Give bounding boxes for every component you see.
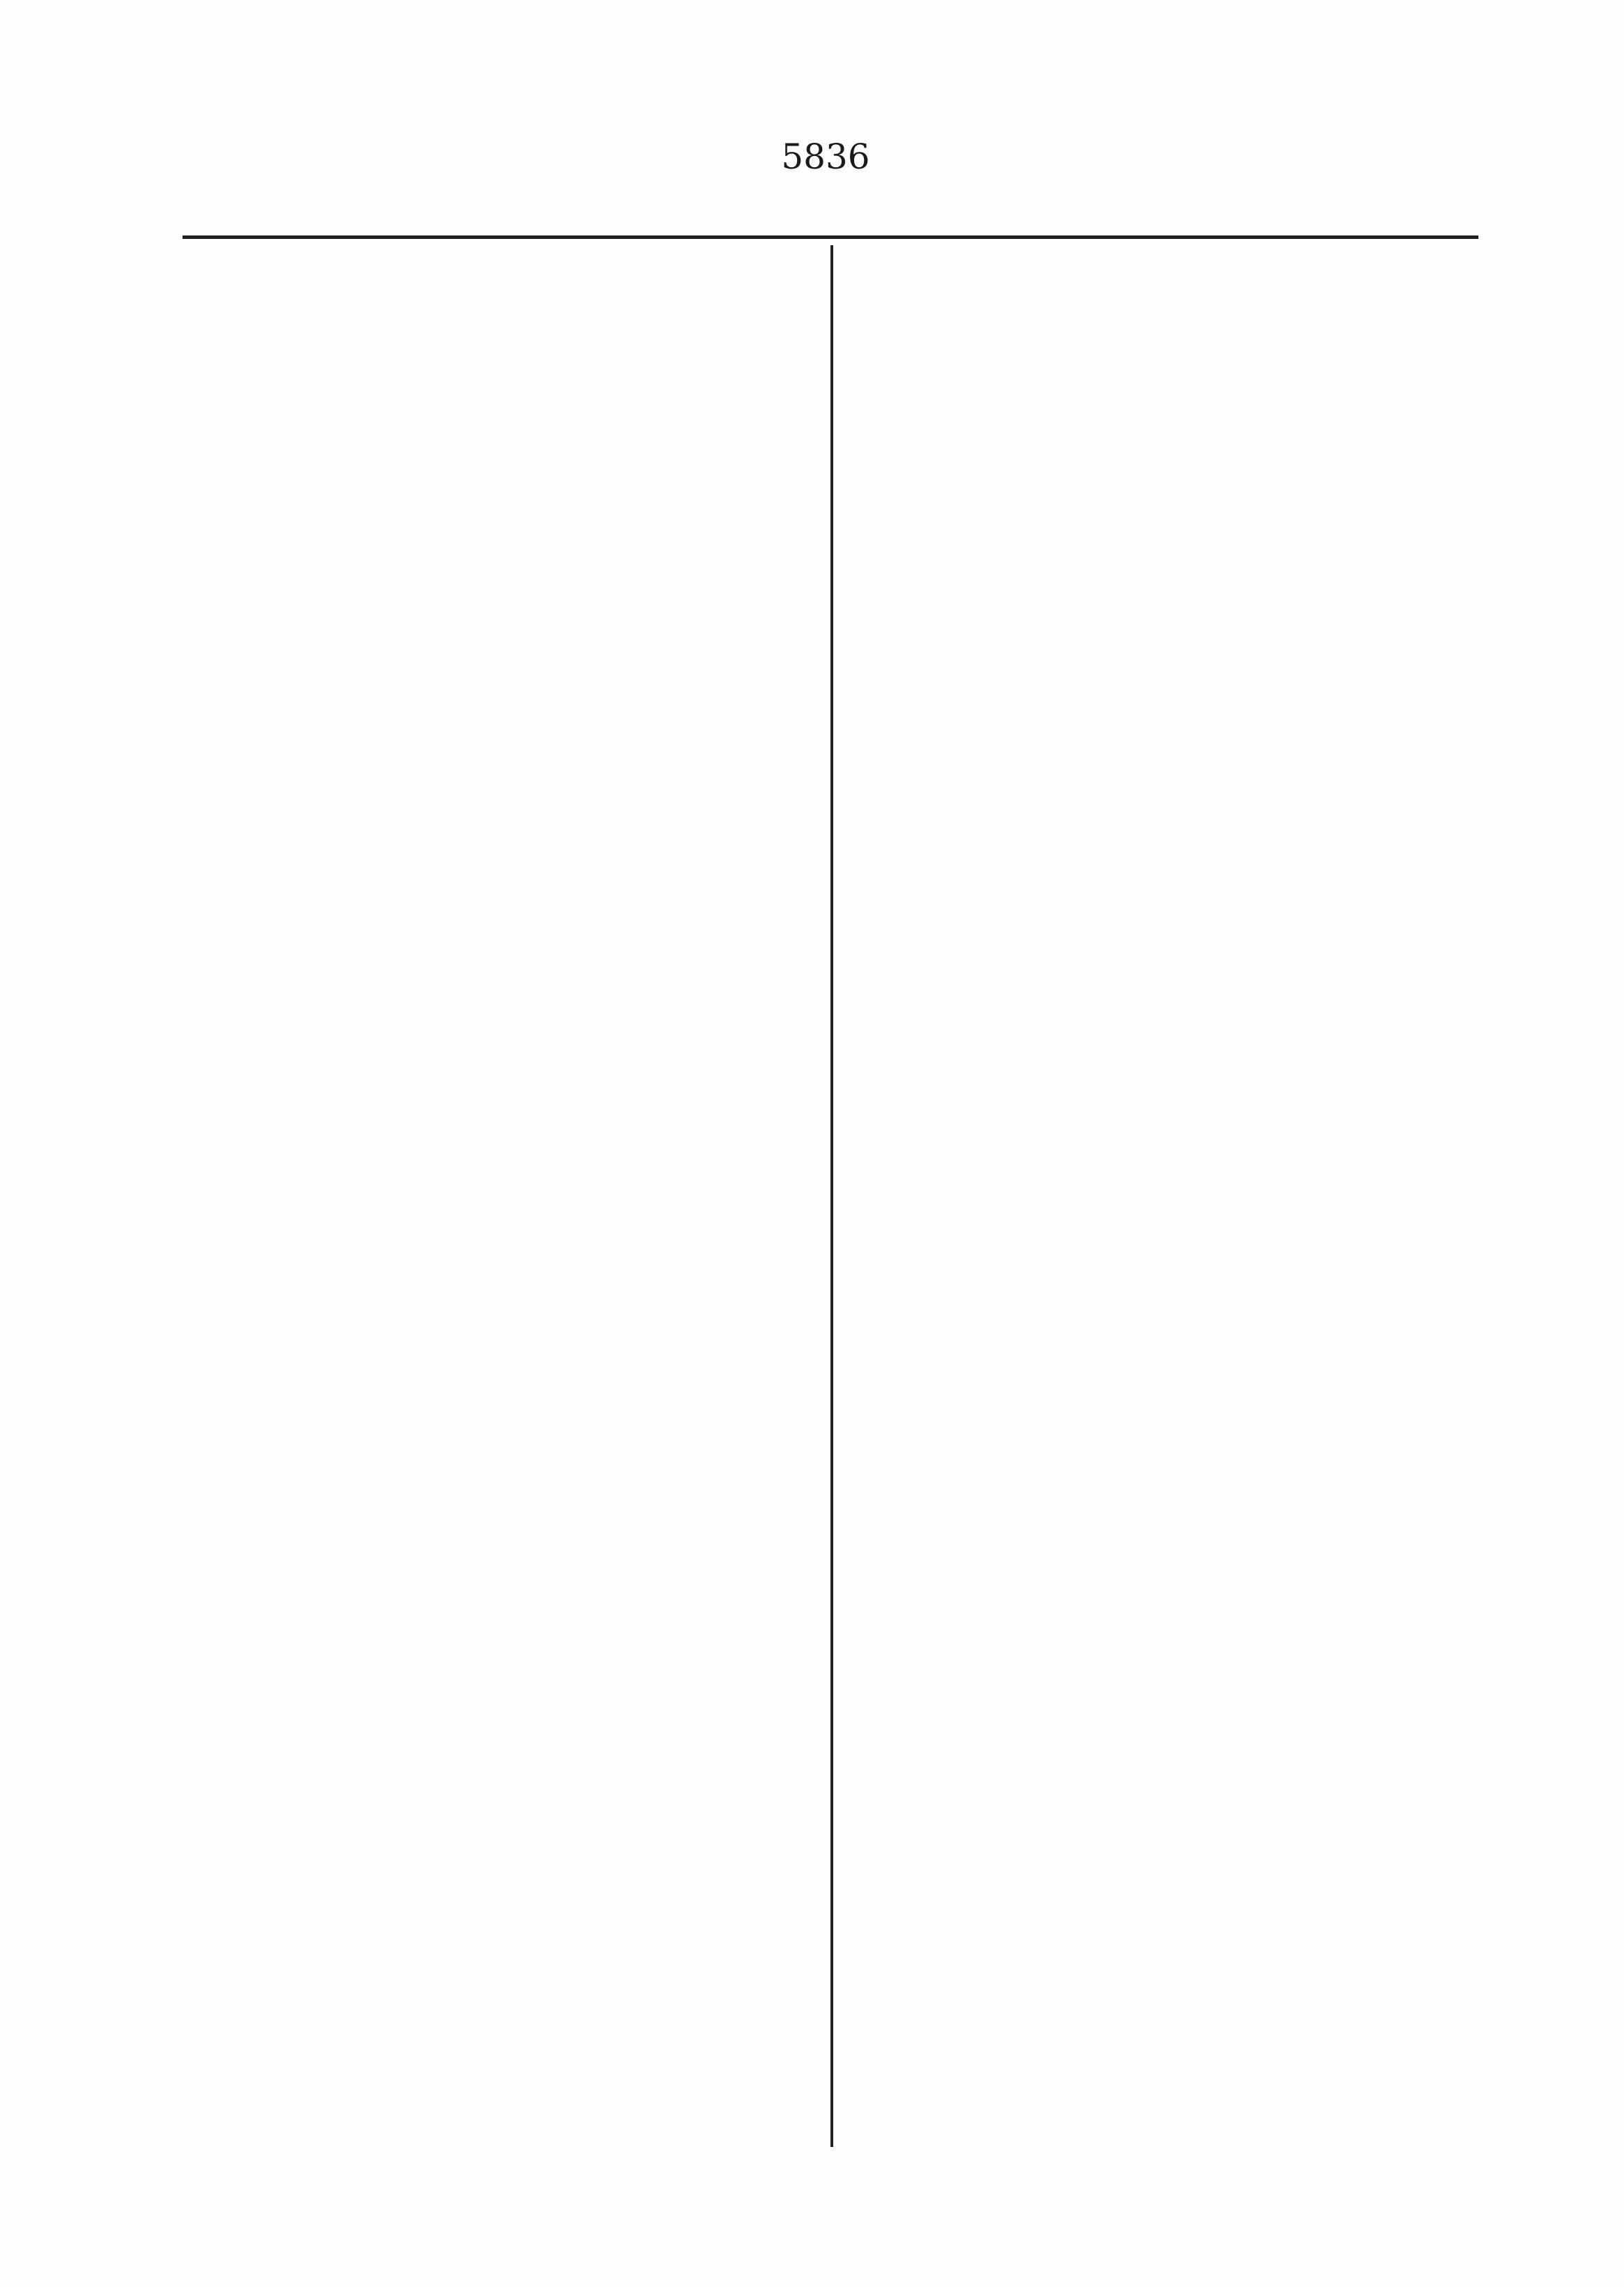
dictionary-entry: [183, 522, 810, 731]
dictionary-entry: [861, 1749, 1488, 1951]
right-column: [861, 258, 1488, 1951]
dictionary-entry: [861, 1540, 1488, 1749]
dictionary-entry: [861, 927, 1488, 1233]
page-number: 5836: [781, 137, 870, 177]
dictionary-entry: [861, 258, 1488, 397]
header-rule: [183, 235, 1478, 239]
dictionary-entry: [183, 258, 810, 522]
dictionary-entry: [183, 1108, 810, 2250]
dictionary-entry: [183, 731, 810, 1108]
dictionary-entry: [861, 397, 1488, 927]
left-column: [183, 258, 810, 2250]
column-rule: [830, 245, 833, 2147]
dictionary-entry: [861, 1233, 1488, 1540]
running-head: [157, 136, 478, 178]
